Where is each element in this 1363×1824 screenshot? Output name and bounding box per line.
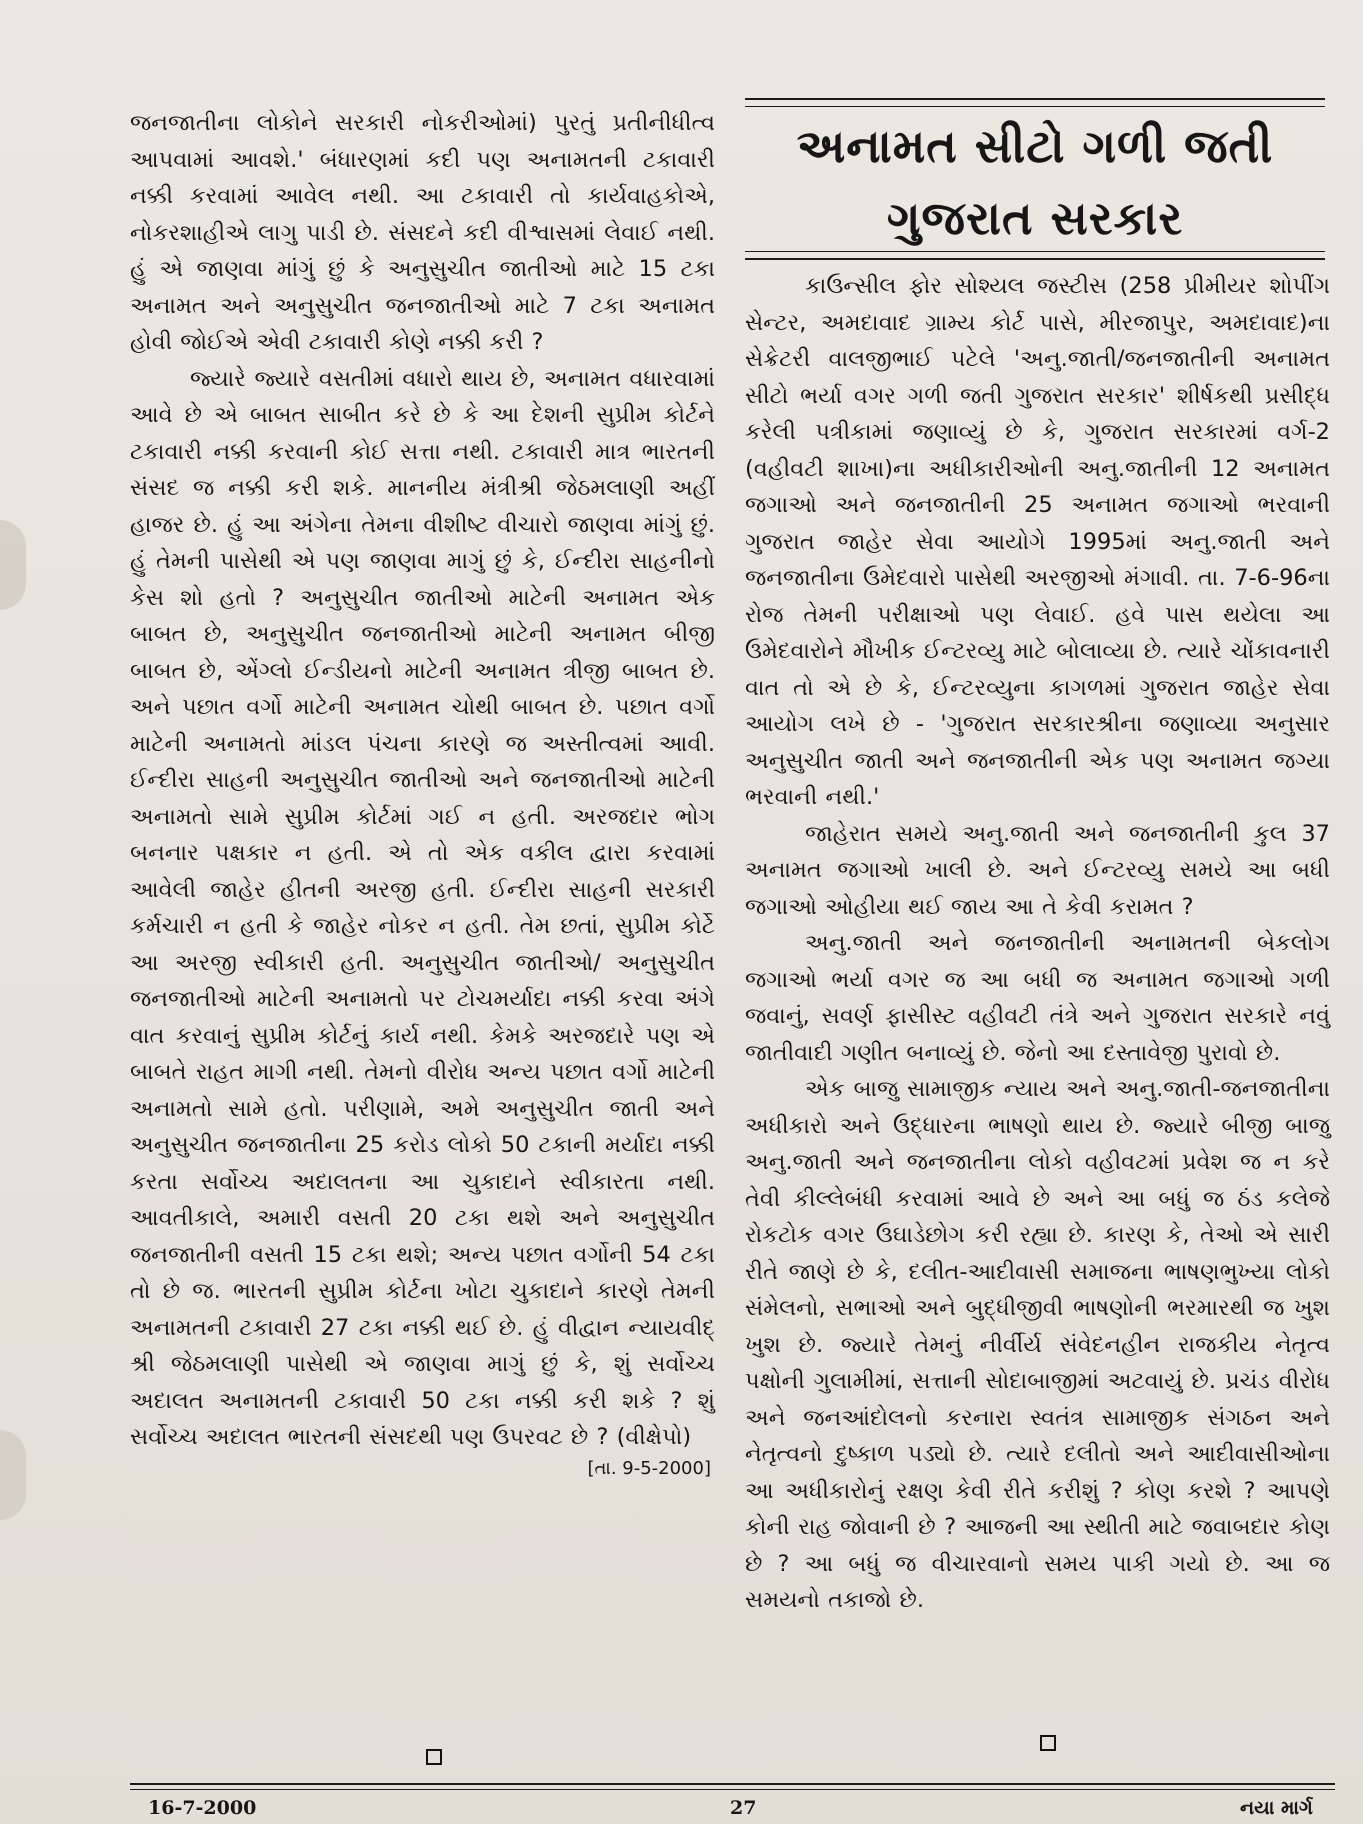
article-paragraph-3: અનુ.જાતી અને જનજાતીની અનામતની બેકલોગ જગાઓ ભર્યા વગર જ આ બધી જ અનામત જગાઓ ગળી જવાનું, સવર્ણ ફાસીસ્ટ વહીવટી તંત્રે અને ગુજરાત સરકારે નવું જાતીવાદી ગણીત બનાવ્યું છે. જેનો આ દસ્તાવેજી પુરાવો છે. [745, 930, 1330, 1066]
footer-date: 16-7-2000 [148, 1797, 257, 1819]
left-paragraph-2: જ્યારે જ્યારે વસતીમાં વધારો થાય છે, અનામત વધારવામાં આવે છે એ બાબત સાબીત કરે છે કે આ દેશની સુપ્રીમ કોર્ટને ટકાવારી નક્કી કરવાની કોઈ સત્તા નથી. ટકાવારી માત્ર ભારતની સંસદ જ નક્કી કરી શકે. માનનીય મંત્રીશ્રી જેઠમલાણી અહીં હાજર છે. હું આ અંગેના તેમના વીશીષ્ટ વીચારો જાણવા માંગું છું. હું તેમની પાસેથી એ પણ જાણવા માગું છું કે, ઈન્દીરા સાહનીનો કેસ શો હતો ? અનુસુચીત જાતીઓ માટેની અનામત એક બાબત છે, અનુસુચીત જનજાતીઓ માટેની અનામત બીજી બાબત છે, એંગ્લો ઈન્ડીયનો માટેની અનામત ત્રીજી બાબત છે. અને પછાત વર્ગો માટેની અનામત ચોથી બાબત છે. પછાત વર્ગો માટેની અનામતો માંડલ પંચના કારણે જ અસ્તીત્વમાં આવી. ઈન્દીરા સાહની અનુસુચીત જાતીઓ અને જનજાતીઓ માટેની અનામતો સામે સુપ્રીમ કોર્ટમાં ગઈ ન હતી. અરજદાર ભોગ બનનાર પક્ષકાર ન હતી. એ તો એક વકીલ દ્વારા કરવામાં આવેલી જાહેર હીતની અરજી હતી. ઈન્દીરા સાહની સરકારી કર્મચારી ન હતી કે જાહેર નોકર ન હતી. તેમ છતાં, સુપ્રીમ કોર્ટે આ અરજી સ્વીકારી હતી. અનુસુચીત જાતીઓ/ અનુસુચીત જનજાતીઓ માટેની અનામતો પર ટોચમર્યાદા નક્કી કરવા અંગે વાત કરવાનું સુપ્રીમ કોર્ટનું કાર્ય નથી. કેમકે અરજદારે પણ એ બાબતે રાહત માગી નથી. તેમનો વીરોધ અન્ય પછાત વર્ગો માટેની અનામતો સામે હતો. પરીણામે, અમે અનુસુચીત જાતી અને અનુસુચીત જનજાતીના 25 કરોડ લોકો 50 ટકાની મર્યાદા નક્કી કરતા સર્વોચ્ચ અદાલતના આ ચુકાદાને સ્વીકારતા નથી. આવતીકાલે, અમારી વસતી 20 ટકા થશે અને અનુસુચીત જનજાતીની વસતી 15 ટકા થશે; અન્ય પછાત વર્ગોની 54 ટકા તો છે જ. ભારતની સુપ્રીમ કોર્ટના ખોટા ચુકાદાને કારણે તેમની અનામતની ટકાવારી 27 ટકા નક્કી થઈ છે. હું વીદ્વાન ન્યાયવીદ્ શ્રી જેઠમલાણી પાસેથી એ જાણવા માગું છું કે, શું સર્વોચ્ચ અદાલત અનામતની ટકાવારી 50 ટકા નક્કી કરી શકે ? શું સર્વોચ્ચ અદાલત ભારતની સંસદથી પણ ઉપરવટ છે ? (વીક્ષેપો) [130, 365, 715, 1450]
article-paragraph-1: કાઉન્સીલ ફોર સોશ્યલ જસ્ટીસ (258 પ્રીમીયર શોપીંગ સેન્ટર, અમદાવાદ ગ્રામ્ય કોર્ટ પાસે, મીરજાપુર, અમદાવાદ)ના સેક્રેટરી વાલજીભાઈ પટેલે 'અનુ.જાતી/જનજાતીની અનામત સીટો ભર્યા વગર ગળી જતી ગુજરાત સરકાર' શીર્ષકથી પ્રસીદ્ધ કરેલી પત્રીકામાં જણાવ્યું છે કે, ગુજરાત સરકારમાં વર્ગ-2 (વહીવટી શાખા)ના અધીકારીઓની અનુ.જાતીની 12 અનામત જગાઓ અને જનજાતીની 25 અનામત જગાઓ ભરવાની ગુજરાત જાહેર સેવા આયોગે 1995માં અનુ.જાતી અને જનજાતીના ઉમેદવારો પાસેથી અરજીઓ મંગાવી. તા. 7-6-96ના રોજ તેમની પરીક્ષાઓ પણ લેવાઈ. હવે પાસ થયેલા આ ઉમેદવારોને મૌખીક ઈન્ટરવ્યુ માટે બોલાવ્યા છે. ત્યારે ચોંકાવનારી વાત તો એ છે કે, ઈન્ટરવ્યુના કાગળમાં ગુજરાત જાહેર સેવા આયોગ લખે છે - 'ગુજરાત સરકારશ્રીના જણાવ્યા અનુસાર અનુસુચીત જાતી અને જનજાતીની એક પણ અનામત જગ્યા ભરવાની નથી.' [745, 273, 1330, 810]
article-title-line-1: અનામત સીટો ગળી જતી [796, 119, 1274, 173]
end-mark-icon [1040, 1735, 1056, 1751]
article-paragraph-4: એક બાજુ સામાજીક ન્યાય અને અનુ.જાતી-જનજાતીના અધીકારો અને ઉદ્ધારના ભાષણો થાય છે. જ્યારે બીજી બાજુ અનુ.જાતી અને જનજાતીના લોકો વહીવટમાં પ્રવેશ જ ન કરે તેવી કીલ્લેબંધી કરવામાં આવે છે અને આ બધું જ ઠંડ કલેજે રોકટોક વગર ઉઘાડેછોગ કરી રહ્યા છે. કારણ કે, તેઓ એ સારી રીતે જાણે છે કે, દલીત-આદીવાસી સમાજના ભાષણભુખ્યા લોકો સંમેલનો, સભાઓ અને બુદ્ધીજીવી ભાષણોની ભરમારથી જ ખુશ ખુશ છે. જ્યારે તેમનું નીર્વીર્ય સંવેદનહીન રાજકીય નેતૃત્વ પક્ષોની ગુલામીમાં, સત્તાની સોદાબાજીમાં અટવાયું છે. પ્રચંડ વીરોધ અને જનઆંદોલનો કરનારા સ્વતંત્ર સામાજીક સંગઠન અને નેતૃત્વનો દુષ્કાળ પડ્યો છે. ત્યારે દલીતો અને આદીવાસીઓના આ અધીકારોનું રક્ષણ કેવી રીતે કરીશું ? કોણ કરશે ? આપણે કોની રાહ જોવાની છે ? આજની આ સ્થીતી માટે જવાબદાર કોણ છે ? આ બધું જ વીચારવાનો સમય પાકી ગયો છે. આ જ સમયનો તકાજો છે. [745, 1076, 1330, 1613]
left-column [130, 105, 715, 1479]
binding-hole [0, 1430, 26, 1520]
article-title-line-2: ગુજરાત સરકાર [886, 191, 1184, 245]
binding-hole [0, 520, 26, 610]
article-title-box [745, 98, 1325, 260]
publication-name: નયા માર્ગ [1240, 1797, 1313, 1819]
footer-rule [130, 1783, 1335, 1785]
article-body [745, 268, 1330, 1619]
footer-rule [130, 1789, 1335, 1790]
speech-date: [તા. 9-5-2000] [587, 1457, 711, 1479]
article-paragraph-2: જાહેરાત સમયે અનુ.જાતી અને જનજાતીની કુલ 37 અનામત જગાઓ ખાલી છે. અને ઈન્ટરવ્યુ સમયે આ બધી જગાઓ ઓહીયા થઈ જાય આ તે કેવી કરામત ? [745, 820, 1330, 920]
end-mark-icon [426, 1749, 442, 1765]
left-paragraph-1: જનજાતીના લોકોને સરકારી નોકરીઓમાં) પુરતું પ્રતીનીધીત્વ આપવામાં આવશે.' બંધારણમાં કદી પણ અનામતની ટકાવારી નક્કી કરવામાં આવેલ નથી. આ ટકાવારી તો કાર્યવાહકોએ, નોકરશાહીએ લાગુ પાડી છે. સંસદને કદી વીશ્વાસમાં લેવાઈ નથી. હું એ જાણવા માંગું છું કે અનુસુચીત જાતીઓ માટે 15 ટકા અનામત અને અનુસુચીત જનજાતીઓ માટે 7 ટકા અનામત હોવી જોઈએ એવી ટકાવારી કોણે નક્કી કરી ? [130, 110, 715, 355]
page-number: 27 [730, 1797, 757, 1819]
